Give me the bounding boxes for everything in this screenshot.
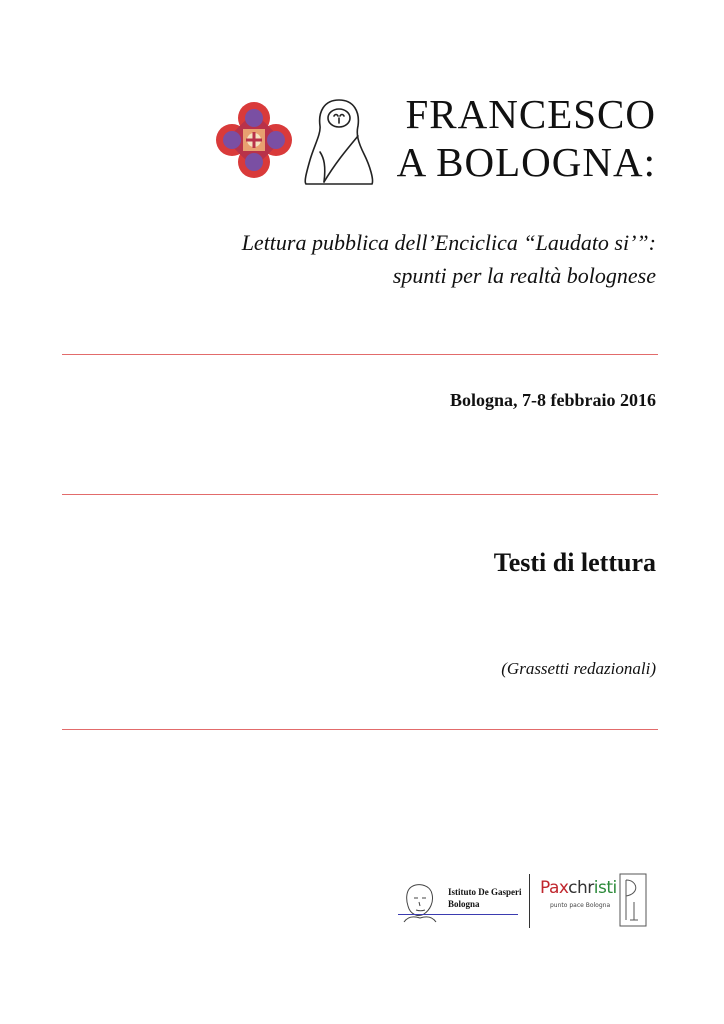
divider-rule-3	[62, 729, 658, 730]
subtitle	[242, 226, 656, 292]
divider-rule-2	[62, 494, 658, 495]
editorial-note: (Grassetti redazionali)	[501, 659, 656, 678]
header-logos	[210, 96, 380, 188]
section-title: Testi di lettura	[493, 548, 656, 577]
degasperi-line-1: Istituto De Gasperi	[448, 887, 522, 897]
paxchristi-logo	[540, 878, 617, 898]
title-line-1: FRANCESCO	[405, 91, 656, 137]
subtitle-line-2: spunti per la realtà bolognese	[392, 263, 656, 288]
sponsor-divider	[529, 874, 530, 928]
degasperi-underline	[398, 914, 518, 915]
statue-figure-icon	[300, 96, 378, 188]
emblem-icon	[616, 872, 650, 928]
sponsor-logos	[398, 870, 658, 930]
pax-part-2: chr	[568, 878, 594, 898]
pax-part-1: Pax	[540, 878, 569, 898]
portrait-icon	[398, 880, 442, 924]
pax-part-3: isti	[593, 878, 617, 898]
page-title	[397, 90, 656, 186]
degasperi-label	[448, 886, 522, 910]
paxchristi-tagline: punto pace Bologna	[550, 902, 611, 909]
subtitle-line-1: Lettura pubblica dell’Enciclica “Laudato si’”:	[241, 230, 656, 255]
divider-rule-1	[62, 354, 658, 355]
degasperi-line-2: Bologna	[448, 899, 480, 909]
title-line-2: A BOLOGNA:	[396, 139, 656, 185]
event-dateline: Bologna, 7-8 febbraio 2016	[449, 390, 656, 410]
rose-window-icon	[210, 96, 298, 184]
